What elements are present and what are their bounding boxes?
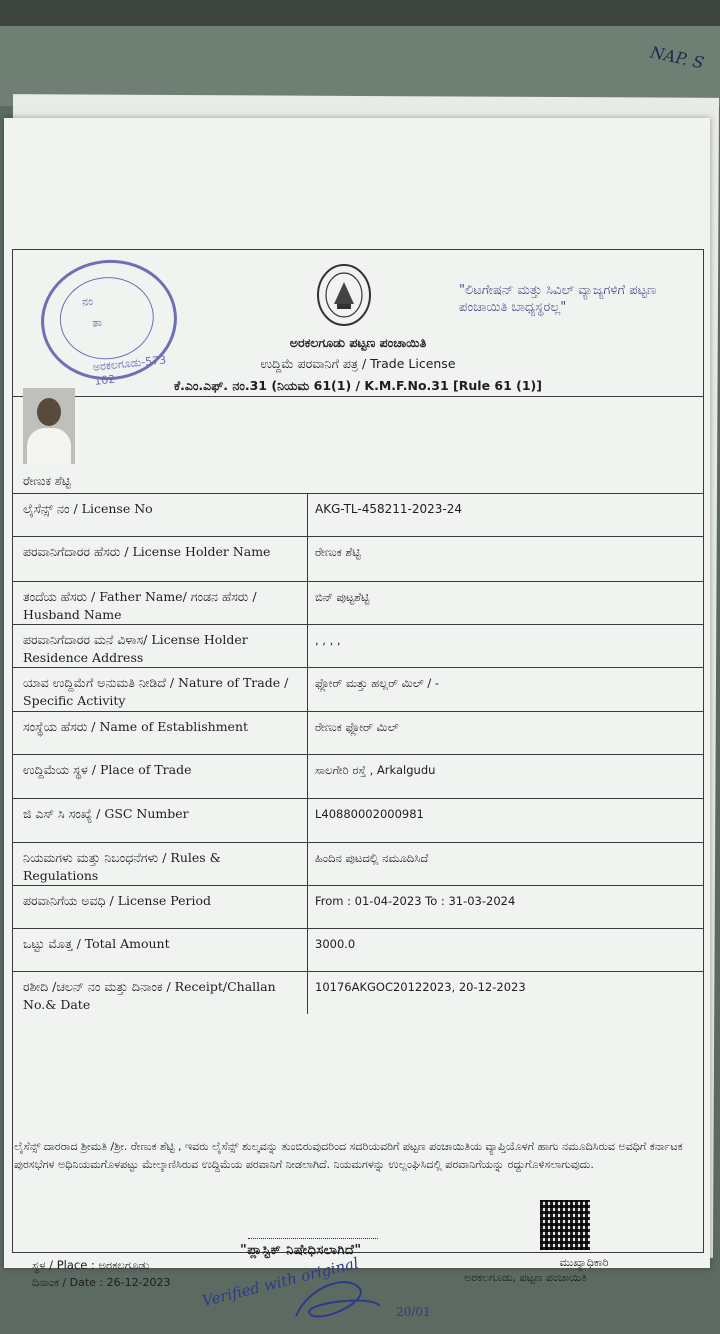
value-receipt: 10176AKGOC20122023, 20-12-2023 [315,980,526,994]
column-divider [307,972,308,1014]
row-rules [13,843,703,886]
row-holder-name [13,537,703,582]
seal-line-1: ನಂ [81,294,94,309]
label-receipt: ರಶೀದಿ /ಚಲನ್ ನಂ ಮತ್ತು ದಿನಾಂಕ / Receipt/Challan No.& Date [23,979,276,1012]
photo-caption: ರೇಣುಕ ಶೆಟ್ಟಿ [23,474,71,488]
row-license-no [13,494,703,537]
photo-body [27,428,71,464]
column-divider [307,799,308,842]
label-license-period: ಪರವಾನಿಗೆಯ ಅವಧಿ / License Period [23,893,212,908]
seal-pin: ಅರಕಲಗೂಡು-573 102 [92,353,167,388]
label-address: ಪರವಾನಿಗೆದಾರರ ಮನೆ ವಿಳಾಸ/ License Holder Residence Address [23,632,248,665]
column-divider [307,886,308,928]
row-total-amount [13,929,703,972]
background-scribble: NAP. S [648,42,706,73]
row-license-period [13,886,703,929]
form-number: ಕೆ.ಎಂ.ಎಫ್. ನಂ.31 (ನಿಯಮ 61(1) / K.M.F.No.31 [Rule 61 (1)] [174,378,542,393]
stamp-dotted-line [248,1238,378,1239]
column-divider [307,537,308,581]
office-name: ಅರಕಲಗೂಡು ಪಟ್ಟಣ ಪಂಚಾಯಿತಿ [289,335,427,350]
label-license-no: ಲೈಸೆನ್ಸ್ ನಂ / License No [23,501,153,516]
handwritten-signature [200,1244,450,1334]
value-address: , , , , [315,633,341,647]
label-establishment: ಸಂಸ್ಥೆಯ ಹೆಸರು / Name of Establishment [23,719,249,734]
value-father-name: ಬಿನ್ ಪುಟ್ಟಶೆಟ್ಟಿ [315,590,370,604]
value-total-amount: 3000.0 [315,937,356,951]
label-holder-name: ಪರವಾನಿಗೆದಾರರ ಹೆಸರು / License Holder Name [23,544,271,559]
license-frame [12,249,704,1253]
column-divider [307,494,308,536]
column-divider [307,712,308,754]
value-gsc-number: L40880002000981 [315,807,424,821]
license-declaration: ಲೈಸೆನ್ಸ್ ದಾರರಾದ ಶ್ರೀಮತಿ /ಶ್ರೀ. ರೇಣುಕ ಶೆಟ್ಟಿ , ಇವರು ಲೈಸೆನ್ಸ್ ಶುಲ್ಕವನ್ನು ತುಂಬಿರುವುದರಿಂದ ಸದರಿಯವರಿಗೆ ಪಟ್ಟಣ ಪಂಚಾಯಿತಿಯ ವ್ಯಾಪ್ತಿಯೊಳಗೆ ಹಾಗು ನಮೂದಿಸಿರುವ ಅವಧಿಗೆ ಕರ್ನಾಟಕ ಪುರಸಭೆಗಳ ಅಧಿನಿಯಮಗೊಳಪಟ್ಟು ಮೇಲ್ಕಾಣಿಸಿರುವ ಉದ್ದಿಮೆಯ ಪರವಾನಿಗೆ ನೀಡಲಾಗಿದೆ. ನಿಯಮಗಳನ್ನು ಉಲ್ಲಂಘಿಸಿದಲ್ಲಿ ಪರವಾನಿಗೆಯನ್ನು ರದ್ದುಗೊಳಿಸಲಾಗುವುದು. [14,1140,683,1171]
header-divider [13,396,703,397]
document-title: ಉದ್ದಿಮೆ ಪರವಾನಿಗೆ ಪತ್ರ / Trade License [260,356,456,371]
date-line: ದಿನಾಂಕ / Date : 26-12-2023 [32,1276,171,1289]
row-father-name [13,582,703,625]
label-rules: ನಿಯಮಗಳು ಮತ್ತು ನಿಬಂಧನೆಗಳು / Rules & Regulations [23,850,221,883]
government-emblem-icon [315,262,373,332]
column-divider [307,755,308,798]
value-license-no: AKG-TL-458211-2023-24 [315,502,463,516]
label-place-of-trade: ಉದ್ದಿಮೆಯ ಸ್ಥಳ / Place of Trade [23,762,192,777]
column-divider [307,668,308,711]
label-total-amount: ಒಟ್ಟು ಮೊತ್ತ / Total Amount [23,936,170,951]
column-divider [307,843,308,885]
row-address [13,625,703,668]
value-rules: ಹಿಂದಿನ ಪುಟದಲ್ಲಿ ನಮೂದಿಸಿದೆ [315,851,429,865]
value-establishment: ರೇಣುಕ ಫ್ಲೋರ್ ಮಿಲ್ [315,720,399,734]
officer-office: ಅರಕಲಗೂಡು, ಪಟ್ಟಣ ಪಂಚಾಯಿತಿ [464,1271,587,1284]
row-establishment [13,712,703,755]
label-father-name: ತಂದೆಯ ಹೆಸರು / Father Name/ ಗಂಡನ ಹೆಸರು / Husband Name [23,589,257,622]
value-place-of-trade: ಸಾಲಗೇರಿ ರಸ್ತೆ , Arkalgudu [315,763,436,777]
row-place-of-trade [13,755,703,799]
seal-line-2: ತಾ [91,315,103,330]
license-details-table [13,494,703,1014]
officer-title: ಮುಖ್ಯಾಧಿಕಾರಿ [559,1256,609,1269]
column-divider [307,929,308,971]
disclaimer-quote: "ಲಿಟಗೇಷನ್ ಮತ್ತು ಸಿವಿಲ್ ವ್ಯಾಜ್ಯಗಳಿಗೆ ಪಟ್ಟಣ ಪಂಚಾಯಿತಿ ಬಾಧ್ಯಸ್ಥರಲ್ಲ" [459,283,657,315]
qr-code-icon [540,1200,590,1250]
holder-photo [23,388,75,464]
row-nature-of-trade [13,668,703,712]
label-nature-of-trade: ಯಾವ ಉದ್ದಿಮೆಗೆ ಅನುಮತಿ ನೀಡಿದೆ / Nature of Trade / Specific Activity [23,675,289,708]
verified-handwriting: Verified with original [200,1253,361,1311]
value-license-period: From : 01-04-2023 To : 31-03-2024 [315,894,516,908]
document-sheet [4,118,710,1319]
label-gsc-number: ಜಿ ಎಸ್ ಸಿ ಸಂಖ್ಯೆ / GSC Number [23,806,189,821]
value-holder-name: ರೇಣುಕ ಶೆಟ್ಟಿ [315,545,361,559]
column-divider [307,582,308,624]
place-line: ಸ್ಥಳ / Place : ಅರಕಲಗೂಡು [32,1258,150,1272]
plastic-ban-text: "ಪ್ಲಾಸ್ಟಿಕ್ ನಿಷೇಧಿಸಲಾಗಿದೆ" [240,1243,362,1258]
photo-head [37,398,61,426]
value-nature-of-trade: ಫ್ಲೋರ್ ಮತ್ತು ಹಲ್ಲರ್ ಮಿಲ್ / - [315,676,440,690]
column-divider [307,625,308,667]
row-receipt [13,972,703,1014]
row-gsc-number [13,799,703,843]
svg-text:20/01: 20/01 [396,1305,431,1319]
